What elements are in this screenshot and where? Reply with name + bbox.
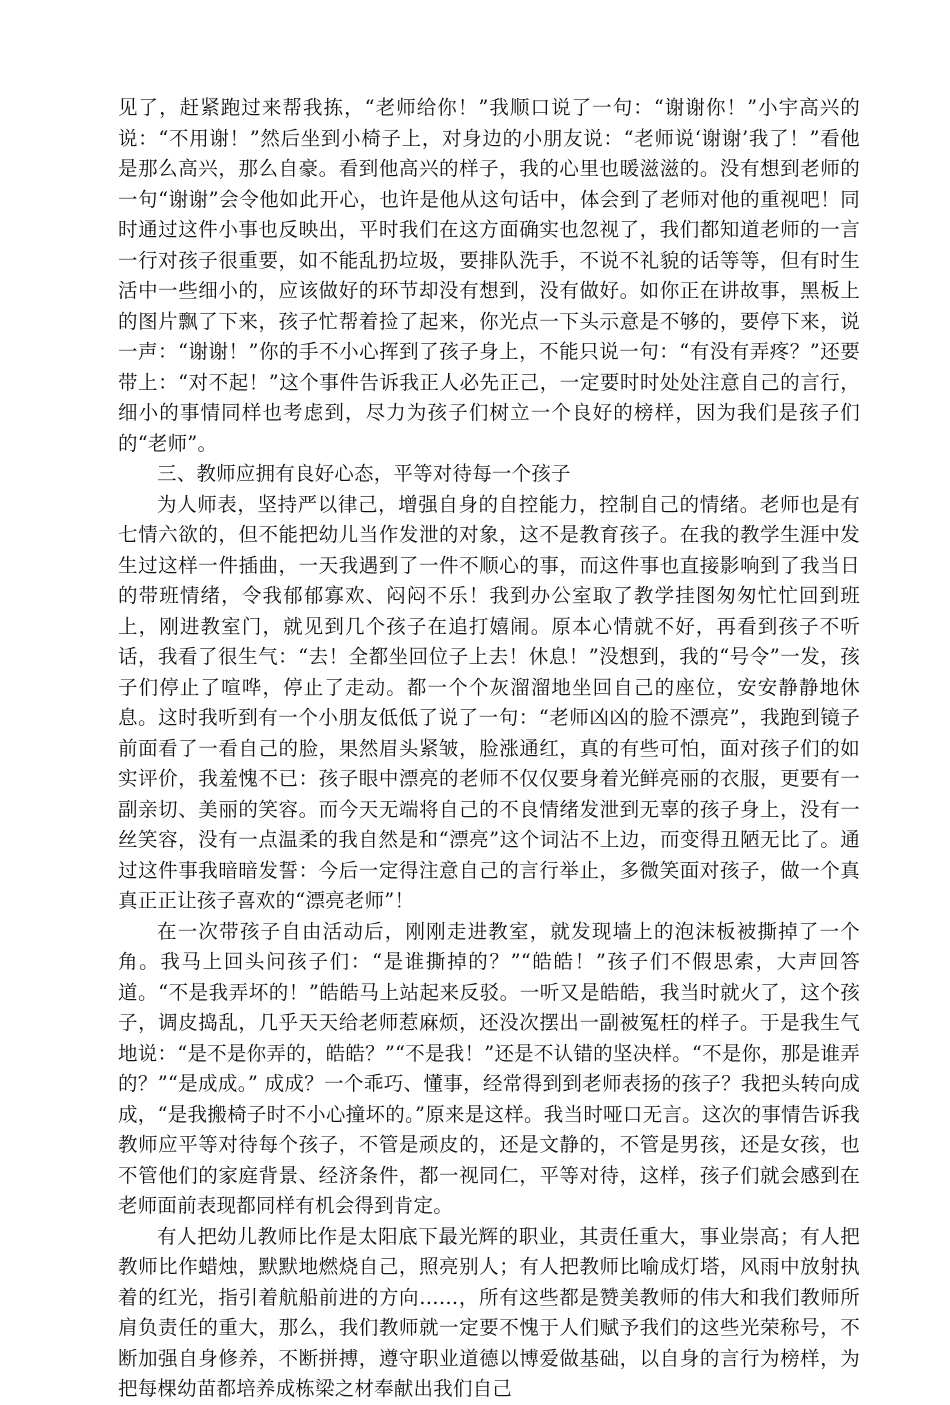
- paragraph-continued: 见了，赶紧跑过来帮我拣，“老师给你！”我顺口说了一句：“谢谢你！”小宇高兴的说：“不用谢！”然后坐到小椅子上，对身边的小朋友说：“老师说‘谢谢’我了！”看他是那么高兴，那么自豪。看到他高兴的样子，我的心里也暖滋滋的。没有想到老师的一句“谢谢”会令他如此开心，也许是他从这句话中，体会到了老师对他的重视吧！同时通过这件小事也反映出，平时我们在这方面确实也忽视了，我们都知道老师的一言一行对孩子很重要，如不能乱扔垃圾，要排队洗手，不说不礼貌的话等等，但有时生活中一些细小的，应该做好的环节却没有想到，没有做好。如你正在讲故事，黑板上的图片飘了下来，孩子忙帮着捡了起来，你光点一下头示意是不够的，要停下来，说一声：“谢谢！”你的手不小心挥到了孩子身上，不能只说一句：“有没有弄疼？”还要带上：“对不起！”这个事件告诉我正人必先正己，一定要时时处处注意自己的言行，细小的事情同样也考虑到，尽力为孩子们树立一个良好的榜样，因为我们是孩子们的“老师”。: [118, 96, 860, 455]
- paragraph: 在一次带孩子自由活动后，刚刚走进教室，就发现墙上的泡沫板被撕掉了一个角。我马上回头问孩子们：“是谁撕掉的？”“皓皓！”孩子们不假思索，大声回答道。“不是我弄坏的！”皓皓马上站起来反驳。一听又是皓皓，我当时就火了，这个孩子，调皮捣乱，几乎天天给老师惹麻烦，还没次摆出一副被冤枉的样子。于是我生气地说：“是不是你弄的，皓皓？”“不是我！”还是不认错的坚决样。“不是你，那是谁弄的？”“是成成。” 成成？一个乖巧、懂事，经常得到到老师表扬的孩子？我把头转向成成，“是我搬椅子时不小心撞坏的。”原来是这样。我当时哑口无言。这次的事情告诉我教师应平等对待每个孩子，不管是顽皮的，还是文静的，不管是男孩，还是女孩，也不管他们的家庭背景、经济条件，都一视同仁，平等对待，这样，孩子们就会感到在老师面前表现都同样有机会得到肯定。: [118, 919, 860, 1217]
- document-page: [118, 93, 860, 1405]
- paragraph: 为人师表，坚持严以律己，增强自身的自控能力，控制自己的情绪。老师也是有七情六欲的，但不能把幼儿当作发泄的对象，这不是教育孩子。在我的教学生涯中发生过这样一件插曲，一天我遇到了一件不顺心的事，而这件事也直接影响到了我当日的带班情绪，令我郁郁寡欢、闷闷不乐！我到办公室取了教学挂图匆匆忙忙回到班上，刚进教室门，就见到几个孩子在追打嬉闹。原本心情就不好，再看到孩子不听话，我看了很生气：“去！全都坐回位子上去！休息！”没想到，我的“号令”一发，孩子们停止了喧哗，停止了走动。都一个个灰溜溜地坐回自己的座位，安安静静地休息。这时我听到有一个小朋友低低了说了一句：“老师凶凶的脸不漂亮”，我跑到镜子前面看了一看自己的脸，果然眉头紧皱，脸涨通红，真的有些可怕，面对孩子们的如实评价，我羞愧不已：孩子眼中漂亮的老师不仅仅要身着光鲜亮丽的衣服，更要有一副亲切、美丽的笑容。而今天无端将自己的不良情绪发泄到无辜的孩子身上，没有一丝笑容，没有一点温柔的我自然是和“漂亮”这个词沾不上边，而变得丑陋无比了。通过这件事我暗暗发誓：今后一定得注意自己的言行举止，多微笑面对孩子，做一个真真正正让孩子喜欢的“漂亮老师”！: [118, 492, 860, 912]
- section-heading: 三、教师应拥有良好心态，平等对待每一个孩子: [157, 462, 571, 485]
- paragraph: 有人把幼儿教师比作是太阳底下最光辉的职业，其责任重大，事业崇高；有人把教师比作蜡烛，默默地燃烧自己，照亮别人；有人把教师比喻成灯塔，风雨中放射执着的红光，指引着航船前进的方向……，所有这些都是赞美教师的伟大和我们教师所肩负责任的重大，那么，我们教师就一定要不愧于人们赋予我们的这些光荣称号，不断加强自身修养，不断拼搏，遵守职业道德以博爱做基础，以自身的言行为榜样，为把每棵幼苗都培养成栋梁之材奉献出我们自己: [118, 1224, 860, 1400]
